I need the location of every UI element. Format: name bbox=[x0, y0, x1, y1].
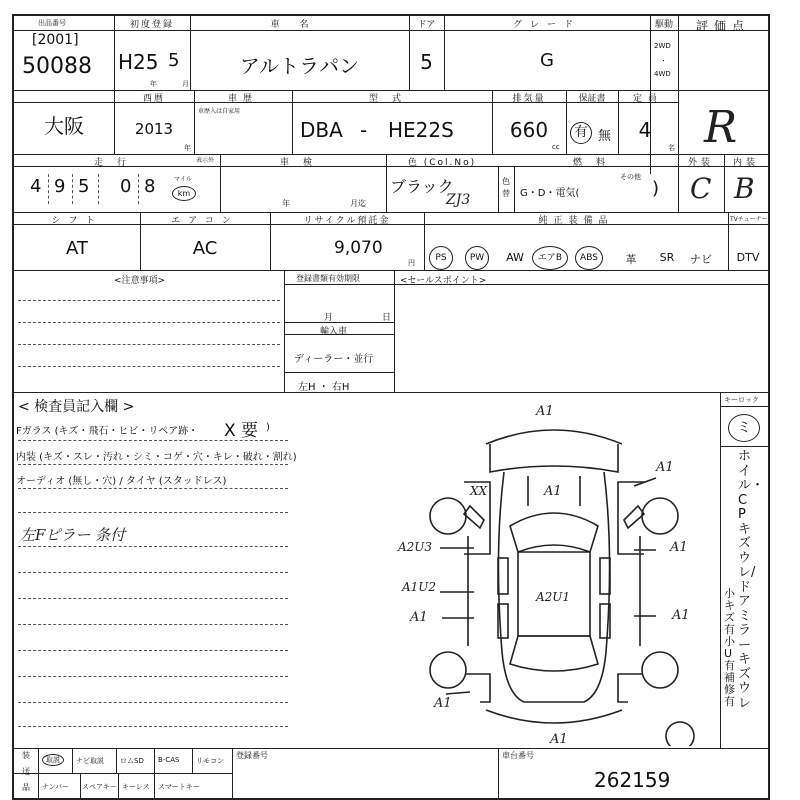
footer-manual bbox=[42, 754, 64, 766]
inspector-title: < 検査員記入欄 > bbox=[18, 399, 135, 415]
side-note: ホイル・CPキズウレ/ドアミラーキズウレ bbox=[738, 449, 765, 711]
reg-expiry-label: 登録書類有効期限 bbox=[296, 274, 360, 283]
equip-abs-circle: ABS bbox=[575, 246, 603, 270]
mark-front-left-xx: XX bbox=[470, 484, 488, 498]
color-label: 色 (Col.No) bbox=[407, 158, 477, 168]
doors: 5 bbox=[420, 50, 433, 74]
model-label: 型式 bbox=[368, 94, 415, 104]
equip-pw-circle: PW bbox=[465, 246, 489, 270]
ad-label: 西暦 bbox=[142, 94, 165, 104]
footer-remote: リモコン bbox=[196, 757, 224, 765]
warranty-yes-circle: 有 bbox=[570, 122, 592, 144]
mark-fender-right: A1 bbox=[670, 540, 688, 555]
ad-year-unit: 年 bbox=[184, 144, 191, 152]
ac: AC bbox=[192, 238, 218, 259]
mileage-digit: 8 bbox=[144, 176, 156, 197]
equip-label-bot: 品 bbox=[22, 783, 30, 792]
car-name-label: 車名 bbox=[270, 20, 329, 30]
equip-airbag bbox=[530, 246, 570, 270]
recycle-unit: 円 bbox=[408, 259, 415, 267]
recycle-label: リサイクル預託金 bbox=[303, 216, 391, 226]
drive-2wd: 2WD bbox=[654, 42, 671, 50]
exterior-label: 外装 bbox=[687, 158, 714, 168]
tuner-label: TVチューナー bbox=[730, 216, 768, 223]
score-label: 評価点 bbox=[695, 19, 750, 33]
equip-label-mid: 送 bbox=[22, 767, 30, 776]
mark-door-left-rear: A1 bbox=[410, 610, 428, 625]
keylock-value: ミ bbox=[728, 414, 760, 442]
color-code: ZJ3 bbox=[446, 192, 471, 208]
reg-month: 5 bbox=[168, 50, 180, 71]
region: 大阪 bbox=[44, 114, 84, 138]
interior-grade: B bbox=[734, 172, 755, 205]
grade: G bbox=[540, 50, 554, 71]
warranty-no: 無 bbox=[598, 129, 612, 144]
warranty-label: 保証書 bbox=[578, 94, 606, 104]
mark-front-right: A1 bbox=[656, 460, 674, 475]
glass-close: ) bbox=[266, 422, 270, 433]
lot-number: 50088 bbox=[22, 54, 92, 79]
fuel-close: ) bbox=[652, 178, 660, 199]
warranty-yes bbox=[570, 122, 592, 144]
drive-dot: ・ bbox=[660, 57, 667, 65]
history-note: 車歴入は自家用 bbox=[198, 108, 241, 115]
history-label: 車歴 bbox=[227, 94, 258, 104]
audio-line: オーディオ (無し・穴) / タイヤ (スタッドレス) bbox=[16, 476, 227, 487]
mileage-note: 表示外 bbox=[196, 157, 215, 164]
recycle-fee: 9,070 bbox=[334, 238, 383, 258]
car-name: アルトラパン bbox=[239, 54, 360, 78]
equip-leather: 革 bbox=[625, 253, 637, 266]
front-bumper bbox=[486, 430, 622, 444]
footer-smart-key: スマートキー bbox=[158, 783, 200, 791]
equip-aw: AW bbox=[506, 251, 524, 264]
model-code: HE22S bbox=[388, 118, 454, 142]
mark-door-right: A1 bbox=[672, 608, 690, 623]
displacement: 660 bbox=[509, 118, 549, 142]
reg-no-label: 登録番号 bbox=[236, 751, 268, 760]
footer-number: ナンバー bbox=[42, 783, 70, 791]
mileage-digit: 4 bbox=[30, 176, 42, 197]
venue-label: 出品番号 bbox=[38, 19, 66, 27]
month-unit: 月 bbox=[182, 80, 189, 88]
mark-rear: A1 bbox=[550, 732, 568, 747]
handle-label: 左H ・ 右H bbox=[298, 382, 350, 393]
lot-bracket: [2001] bbox=[32, 32, 79, 48]
fuel-options: G・D・電気( bbox=[520, 188, 580, 199]
equip-pw bbox=[462, 246, 492, 270]
mark-roof: A2U1 bbox=[536, 590, 571, 604]
keylock-label: キーロック bbox=[724, 396, 759, 404]
equip-airbag-circle: エアB bbox=[532, 246, 568, 270]
mark-fender-left: A2U3 bbox=[398, 540, 433, 554]
interior-label: 内装 bbox=[732, 158, 759, 168]
dealer-label: ディーラー・並行 bbox=[294, 354, 374, 365]
left-mirror bbox=[464, 506, 484, 528]
mark-rear-left: A1 bbox=[434, 696, 452, 711]
equip-label-top: 装 bbox=[22, 751, 30, 760]
capacity: 4 bbox=[638, 118, 652, 142]
spare-tire bbox=[666, 722, 694, 746]
glass-x: X 要 bbox=[224, 421, 259, 441]
sales-label: <セールスポイント> bbox=[400, 276, 487, 286]
mark-hood: A1 bbox=[544, 484, 562, 499]
mileage-digit: 5 bbox=[78, 176, 90, 197]
footer-spare-key: スペアキー bbox=[82, 783, 117, 791]
manual-circle: 取説 bbox=[42, 754, 64, 766]
shift: AT bbox=[66, 238, 88, 259]
inspection-year-unit: 年 bbox=[282, 199, 290, 208]
drive-4wd: 4WD bbox=[654, 70, 671, 78]
footer-rom-sd: ロムSD bbox=[120, 757, 144, 765]
drive-label: 駆動 bbox=[654, 20, 673, 30]
color-change-label: 色替 bbox=[502, 177, 510, 198]
wheel-rear-left bbox=[430, 652, 466, 688]
reg-month-unit: 月 bbox=[324, 313, 334, 323]
interior-line: 内装 (キズ・スレ・汚れ・シミ・コゲ・穴・キレ・破れ・割れ) bbox=[16, 452, 297, 463]
mileage-unit-km bbox=[172, 186, 196, 201]
equip-abs bbox=[572, 246, 606, 270]
windshield bbox=[510, 513, 598, 552]
model-dash: - bbox=[360, 118, 368, 142]
footer-navi-manual: ナビ取説 bbox=[76, 757, 104, 765]
mileage-label: 走行 bbox=[93, 158, 140, 168]
color-value: ブラック bbox=[390, 177, 454, 196]
chassis-number: 262159 bbox=[594, 768, 671, 792]
equip-navi: ナビ bbox=[690, 253, 712, 266]
capacity-unit: 名 bbox=[668, 144, 675, 152]
inspection-month-unit: 月迄 bbox=[350, 199, 366, 208]
import-label: 輸入車 bbox=[320, 327, 348, 337]
rear-bumper bbox=[486, 710, 622, 723]
mark-front: A1 bbox=[536, 404, 554, 419]
mark-door-left-front: A1U2 bbox=[402, 580, 437, 594]
ad-year: 2013 bbox=[134, 120, 174, 138]
equip-ps-circle: PS bbox=[429, 246, 453, 270]
wheel-front-left bbox=[430, 498, 466, 534]
right-mirror bbox=[624, 506, 644, 528]
exterior-grade: C bbox=[690, 172, 712, 205]
shift-label: シフト bbox=[51, 216, 103, 226]
ac-label: エアコン bbox=[171, 216, 239, 226]
footer-keyless: キーレス bbox=[122, 783, 150, 791]
mileage-unit-mile: マイル bbox=[174, 176, 192, 183]
auction-sheet bbox=[12, 14, 770, 800]
caution-label: <注意事項> bbox=[114, 276, 166, 286]
capacity-label: 定員 bbox=[632, 94, 663, 104]
cc-unit: cc bbox=[552, 143, 560, 151]
wheel-rear-right bbox=[642, 652, 678, 688]
side-note-2: 小キズ有 小U有 補修有 bbox=[724, 587, 735, 708]
era-year: H25 bbox=[118, 50, 159, 74]
equip-sr: SR bbox=[659, 251, 675, 264]
fuel-label: 燃料 bbox=[572, 158, 619, 168]
equip-dtv: DTV bbox=[736, 251, 760, 264]
reg-day-unit: 日 bbox=[382, 313, 392, 323]
displacement-label: 排気量 bbox=[512, 94, 546, 104]
first-reg-label: 初度登録 bbox=[129, 20, 174, 30]
score-value: R bbox=[704, 102, 738, 153]
year-unit: 年 bbox=[150, 80, 157, 88]
equip-label: 純正装備品 bbox=[538, 216, 614, 226]
inspector-handwritten: 左Fピラー 条付 bbox=[20, 526, 126, 544]
footer-bcas: B-CAS bbox=[158, 756, 180, 764]
grade-label: グレード bbox=[512, 20, 581, 30]
doors-label: ドア bbox=[417, 20, 436, 30]
glass-line: Fガラス (キズ・飛石・ヒビ・リペア跡・ bbox=[16, 426, 199, 437]
equip-ps bbox=[426, 246, 456, 270]
car-damage-diagram bbox=[394, 402, 714, 746]
model-prefix: DBA bbox=[300, 118, 343, 142]
mileage-digit: 9 bbox=[54, 176, 66, 197]
inspection-label: 車検 bbox=[279, 158, 326, 168]
mileage-digit: 0 bbox=[120, 176, 132, 197]
rear-window bbox=[510, 636, 598, 671]
car-body bbox=[498, 472, 609, 702]
wheel-front-right bbox=[642, 498, 678, 534]
km-circle: km bbox=[172, 186, 196, 201]
fuel-other: その他 bbox=[620, 173, 641, 181]
chassis-label: 車台番号 bbox=[502, 751, 534, 760]
